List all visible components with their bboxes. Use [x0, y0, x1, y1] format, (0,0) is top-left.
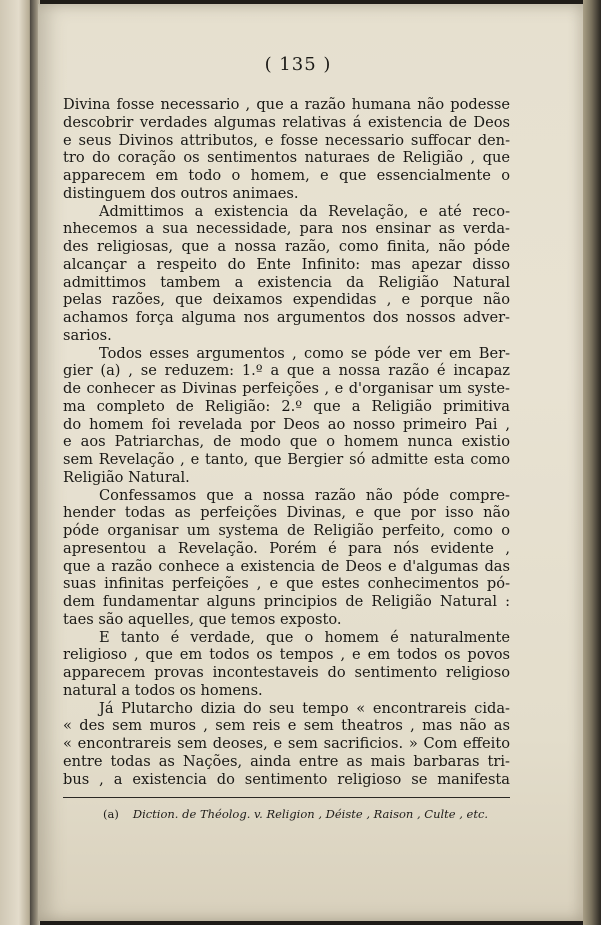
text-line: apresentou a Revelação. Porém é para nós evidente , [63, 539, 510, 557]
text-line: distinguem dos outros animaes. [63, 184, 299, 202]
book-page [38, 4, 583, 921]
text-line: suas infinitas perfeições , e que estes conhecimentos pó- [63, 575, 510, 593]
text-line: taes são aquelles, que temos exposto. [63, 610, 342, 628]
text-line: E tanto é verdade, que o homem é naturalmente [99, 628, 510, 646]
text-line: Confessamos que a nossa razão não póde compre- [99, 486, 510, 504]
text-line: sarios. [63, 326, 112, 344]
text-line: sem Revelação , e tanto, que Bergier só admitte esta como [63, 451, 510, 468]
right-page-edge [583, 0, 601, 925]
text-line: Todos esses argumentos , como se póde ver em Ber- [99, 344, 510, 362]
footnote-text: Diction. de Théolog. v. Religion , Déiste , Raison , Culte , etc. [132, 807, 489, 821]
text-line: tro do coração os sentimentos naturaes de Religião , que [63, 149, 510, 167]
text-line: Divina fosse necessario , que a razão humana não podesse [63, 96, 510, 113]
text-line: Religião Natural. [63, 468, 190, 486]
text-line: religioso , que em todos os tempos , e em todos os povos [63, 646, 510, 664]
text-line: gier (a) , se reduzem: 1.º a que a nossa razão é incapaz [63, 362, 510, 380]
text-line: e seus Divinos attributos, e fosse necessario suffocar den- [63, 131, 510, 149]
text-line: admittimos tambem a existencia da Religião Natural [63, 273, 510, 291]
text-line: apparecem em todo o homem, e que essencialmente o [63, 167, 510, 184]
text-line: póde organisar um systema de Religião perfeito, como o [63, 522, 510, 539]
text-line: Já Plutarcho dizia do seu tempo « encontrareis cida- [99, 699, 510, 717]
text-line: alcançar a respeito do Ente Infinito: mas apezar disso [63, 255, 510, 273]
text-line: bus , a existencia do sentimento religioso se manifesta [63, 770, 510, 788]
text-line: « encontrareis sem deoses, e sem sacrificios. » Com effeito [63, 735, 510, 752]
text-line: entre todas as Nações, ainda entre as mais barbaras tri- [63, 752, 510, 770]
text-line: Admittimos a existencia da Revelação, e até reco- [99, 202, 510, 220]
text-line: achamos força alguma nos argumentos dos nossos adver- [63, 309, 510, 326]
text-line: natural a todos os homens. [63, 681, 263, 699]
footnote [63, 807, 510, 821]
footnote-marker: (a) [103, 807, 119, 821]
text-line: dem fundamentar alguns principios de Religião Natural : [63, 593, 510, 610]
body-text [63, 96, 510, 788]
text-line: hender todas as perfeições Divinas, e que por isso não [63, 504, 510, 522]
text-line: e aos Patriarchas, de modo que o homem nunca existio [63, 433, 510, 451]
text-line: do homem foi revelada por Deos ao nosso primeiro Pai , [63, 415, 510, 433]
text-line: que a razão conhece a existencia de Deos e d'algumas das [63, 557, 510, 575]
text-line: de conhecer as Divinas perfeições , e d'organisar um syste- [63, 380, 510, 397]
text-line: des religiosas, que a nossa razão, como finita, não póde [63, 238, 510, 255]
text-line: ma completo de Religião: 2.º que a Religião primitiva [63, 397, 510, 415]
page-number: ( 135 ) [264, 54, 332, 75]
text-line: descobrir verdades algumas relativas á existencia de Deos [63, 113, 510, 131]
text-line: « des sem muros , sem reis e sem theatros , mas não as [63, 717, 510, 735]
text-line: pelas razões, que deixamos expendidas , e porque não [63, 291, 510, 309]
text-line: nhecemos a sua necessidade, para nos ensinar as verda- [63, 220, 510, 238]
footnote-rule [63, 797, 510, 798]
text-line: apparecem provas incontestaveis do sentimento religioso [63, 664, 510, 681]
left-page-edge [0, 0, 34, 925]
